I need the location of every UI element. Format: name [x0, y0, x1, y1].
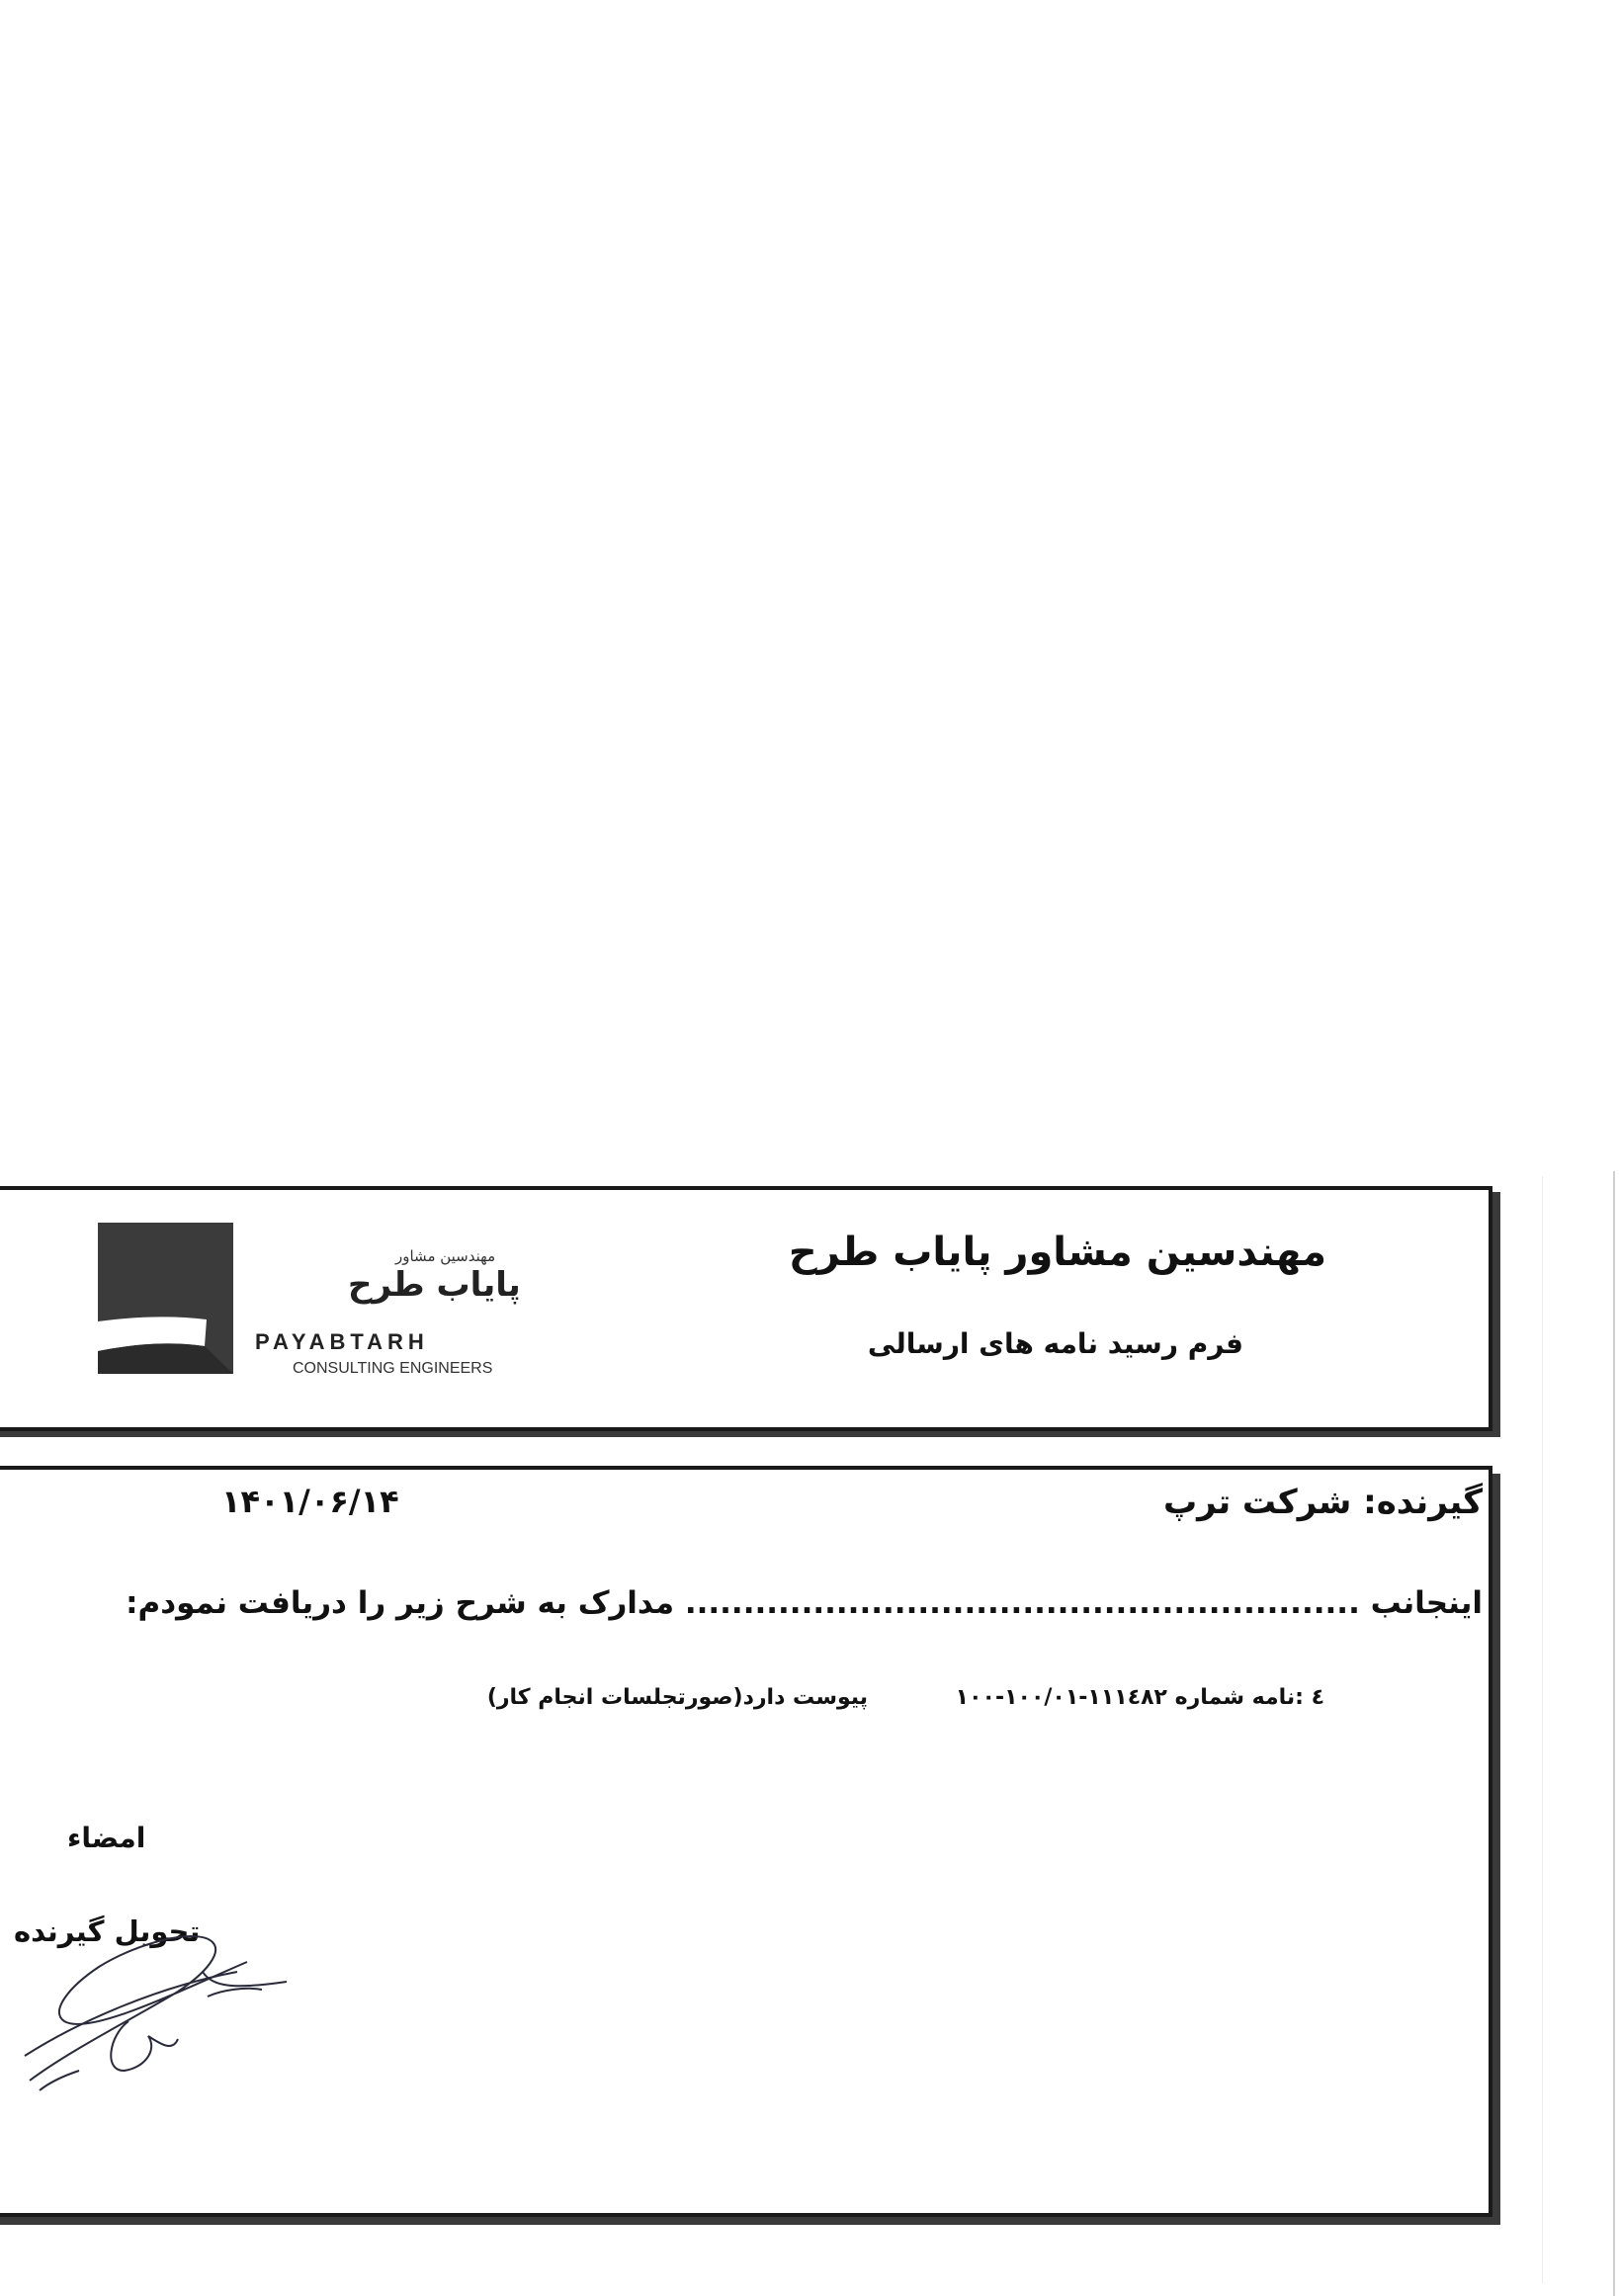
attachment-note: پیوست دارد(صورتجلسات انجام کار): [486, 1685, 868, 1710]
letter-number-line: ٤ :نامه شماره ۱۱۱٤۸۲-۱۰۰/۰۱-۱۰۰: [955, 1685, 1324, 1710]
company-title: مهندسین مشاور پایاب طرح: [788, 1230, 1326, 1275]
recipient-line: گیرنده: شرکت ترپ: [1163, 1483, 1483, 1522]
receipt-body-box: [0, 1466, 1492, 2217]
receiver-label: تحویل گیرنده: [14, 1914, 201, 1948]
receipt-statement: اینجانب .......................................................... مدارک به شرح زیر را دریافت نمودم:: [126, 1585, 1483, 1621]
logo-small-text: مهندسین مشاور: [395, 1247, 496, 1265]
signature-label: امضاء: [67, 1822, 146, 1854]
form-title: فرم رسید نامه های ارسالی: [867, 1327, 1243, 1360]
handwritten-signature: [10, 1873, 297, 2100]
company-logo-icon: [98, 1223, 233, 1374]
scan-edge: [1613, 1171, 1615, 2296]
logo-english-subtitle: CONSULTING ENGINEERS: [293, 1360, 493, 1377]
scan-edge-faint: [1542, 1176, 1543, 2283]
logo-english-name: PAYABTARH: [255, 1329, 429, 1354]
logo-persian-name: پایاب طرح: [348, 1265, 521, 1305]
receipt-date: ۱۴۰۱/۰۶/۱۴: [221, 1483, 399, 1520]
